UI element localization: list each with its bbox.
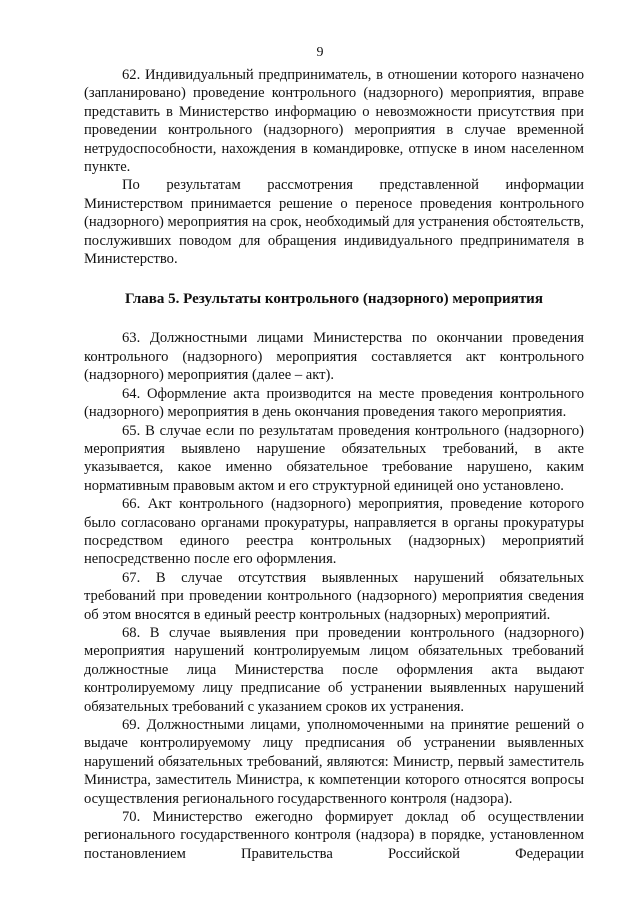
paragraph-70: 70. Министерство ежегодно формирует доклад об осуществлении регионального государственного контроля (надзора) в порядке, установленном постановлением Правительства Российской Федерации: [84, 809, 584, 862]
paragraph-62-continuation: По результатам рассмотрения представленной информации Министерством принимается решение о переносе проведения контрольного (надзорного) мероприятия на срок, необходимый для устранения обстоятельств, послуживших поводом для обращения индивидуального предпринимателя в Министерство.: [84, 177, 584, 268]
document-body: [84, 66, 584, 863]
page-number: 9: [316, 45, 324, 60]
paragraph-68: 68. В случае выявления при проведении контрольного (надзорного) мероприятия нарушений контролируемым лицом обязательных требований должностные лица Министерства после оформления акта выдают контролируемому лицу предписание об устранении выявленных нарушений обязательных требований с указанием сроков их устранения.: [84, 624, 584, 715]
paragraph-65: 65. В случае если по результатам проведения контрольного (надзорного) мероприятия выявлено нарушение обязательных требований, в акте указывается, какое именно обязательное требование нарушено, каким нормативным правовым актом и его структурной единицей оно установлено.: [84, 422, 584, 494]
paragraph-67: 67. В случае отсутствия выявленных нарушений обязательных требований при проведении контрольного (надзорного) мероприятия сведения об этом вносятся в единый реестр контрольных (надзорных) мероприятий.: [84, 569, 584, 623]
chapter-5-heading: Глава 5. Результаты контрольного (надзорного) мероприятия: [125, 291, 543, 308]
paragraph-69: 69. Должностными лицами, уполномоченными на принятие решений о выдаче контролируемому лицу предписания об устранении выявленных нарушений обязательных требований, являются: Министр, первый заместитель Министра, заместитель Министра, к компетенции которого относятся вопросы осуществления регионального государственного контроля (надзора).: [84, 717, 584, 807]
paragraph-63: 63. Должностными лицами Министерства по окончании проведения контрольного (надзорного) мероприятия составляется акт контрольного (надзорного) мероприятия (далее – акт).: [84, 330, 584, 384]
paragraph-66: 66. Акт контрольного (надзорного) мероприятия, проведение которого было согласовано органами прокуратуры, направляется в органы прокуратуры посредством единого реестра контрольных (надзорных) мероприятий непосредственно после его оформления.: [84, 496, 584, 568]
paragraph-64: 64. Оформление акта производится на месте проведения контрольного (надзорного) мероприятия в день окончания проведения такого мероприятия.: [84, 385, 584, 421]
paragraph-62: 62. Индивидуальный предприниматель, в отношении которого назначено (запланировано) проведение контрольного (надзорного) мероприятия, вправе представить в Министерство информацию о невозможности присутствия при проведении контрольного (надзорного) мероприятия в случае временной нетрудоспособности, нахождения в командировке, отпуске в ином населенном пункте.: [84, 67, 584, 176]
